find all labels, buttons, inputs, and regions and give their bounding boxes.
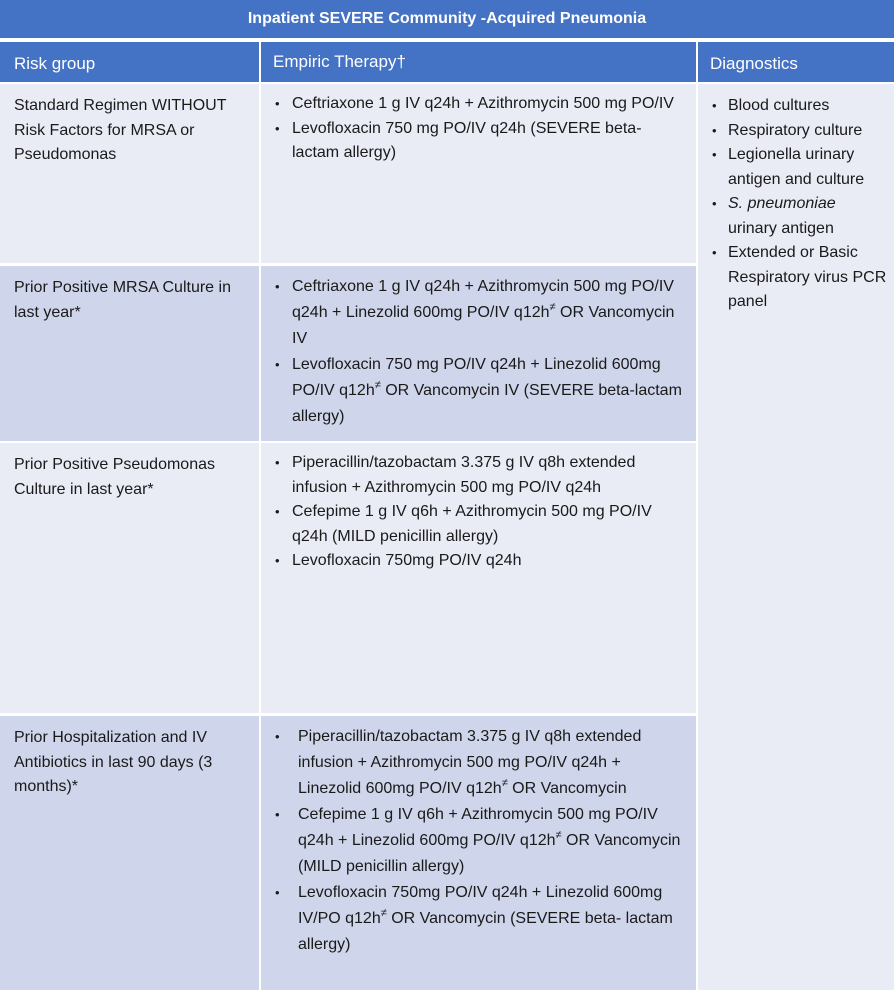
diagnostic-item: • Extended or Basic Respiratory virus PCR panel: [710, 241, 888, 315]
header-risk-group: Risk group: [0, 42, 259, 82]
therapy-item: [273, 802, 688, 880]
diagnostics-list: [710, 94, 888, 315]
therapy-item: [273, 274, 688, 352]
therapy-list: [273, 274, 688, 430]
therapy-text: OR Vancomycin (SEVERE beta- lactam allergy): [298, 910, 673, 953]
therapy-list: [273, 724, 688, 958]
diagnostic-text: urinary antigen: [728, 219, 834, 237]
diagnostic-item: [710, 192, 888, 241]
therapy-item: • Piperacillin/tazobactam 3.375 g IV q8h extended infusion + Azithromycin 500 mg PO/IV q24h: [273, 451, 688, 500]
therapy-item: • Cefepime 1 g IV q6h + Azithromycin 500 mg PO/IV q24h (MILD penicillin allergy): [273, 500, 688, 549]
not-equal-footnote-mark: ≠: [549, 301, 556, 313]
therapy-item: • Levofloxacin 750mg PO/IV q24h: [273, 549, 688, 574]
risk-group-cell: Standard Regimen WITHOUT Risk Factors for MRSA or Pseudomonas: [0, 84, 259, 263]
therapy-item: [273, 724, 688, 802]
table-title: Inpatient SEVERE Community -Acquired Pneumonia: [0, 0, 894, 38]
therapy-text: OR Vancomycin IV (SEVERE beta-lactam allergy): [292, 382, 682, 425]
risk-group-cell: Prior Positive Pseudomonas Culture in last year*: [0, 443, 259, 713]
diagnostic-item: • Legionella urinary antigen and culture: [710, 143, 888, 192]
therapy-list: [273, 451, 688, 574]
therapy-cell: [261, 266, 696, 441]
risk-group-cell: Prior Hospitalization and IV Antibiotics in last 90 days (3 months)*: [0, 716, 259, 990]
therapy-text: Levofloxacin 750mg PO/IV q24h + Linezolid 600mg IV/PO q12h: [298, 884, 663, 927]
header-empiric-therapy: Empiric Therapy†: [261, 42, 696, 82]
risk-group-cell: Prior Positive MRSA Culture in last year*: [0, 266, 259, 441]
not-equal-footnote-mark: ≠: [501, 777, 508, 789]
therapy-text: OR Vancomycin IV: [292, 304, 675, 347]
therapy-text: Ceftriaxone 1 g IV q24h + Azithromycin 500 mg PO/IV q24h + Linezolid 600mg PO/IV q12h: [292, 278, 674, 321]
therapy-item: [273, 880, 688, 958]
header-diagnostics: Diagnostics: [698, 42, 894, 82]
therapy-cell: [261, 716, 696, 990]
diagnostics-cell: [698, 84, 894, 990]
not-equal-footnote-mark: ≠: [380, 907, 387, 919]
therapy-text: Levofloxacin 750 mg PO/IV q24h + Linezolid 600mg PO/IV q12h: [292, 356, 661, 399]
not-equal-footnote-mark: ≠: [555, 829, 562, 841]
therapy-text: OR Vancomycin (MILD penicillin allergy): [298, 832, 681, 875]
therapy-text: Cefepime 1 g IV q6h + Azithromycin 500 mg PO/IV q24h + Linezolid 600mg PO/IV q12h: [298, 806, 658, 849]
organism-name: S. pneumoniae: [728, 195, 836, 212]
not-equal-footnote-mark: ≠: [374, 379, 381, 391]
diagnostic-item: • Respiratory culture: [710, 119, 888, 144]
diagnostic-item: • Blood cultures: [710, 94, 888, 119]
therapy-item: • Ceftriaxone 1 g IV q24h + Azithromycin 500 mg PO/IV: [273, 92, 688, 117]
therapy-text: OR Vancomycin: [507, 780, 627, 797]
therapy-cell: [261, 84, 696, 263]
therapy-item: • Levofloxacin 750 mg PO/IV q24h (SEVERE beta-lactam allergy): [273, 117, 688, 166]
therapy-item: [273, 352, 688, 430]
therapy-list: [273, 92, 688, 166]
therapy-text: Piperacillin/tazobactam 3.375 g IV q8h extended infusion + Azithromycin 500 mg PO/IV q24h + Linezolid 600mg PO/IV q12h: [298, 728, 642, 797]
therapy-cell: [261, 443, 696, 713]
